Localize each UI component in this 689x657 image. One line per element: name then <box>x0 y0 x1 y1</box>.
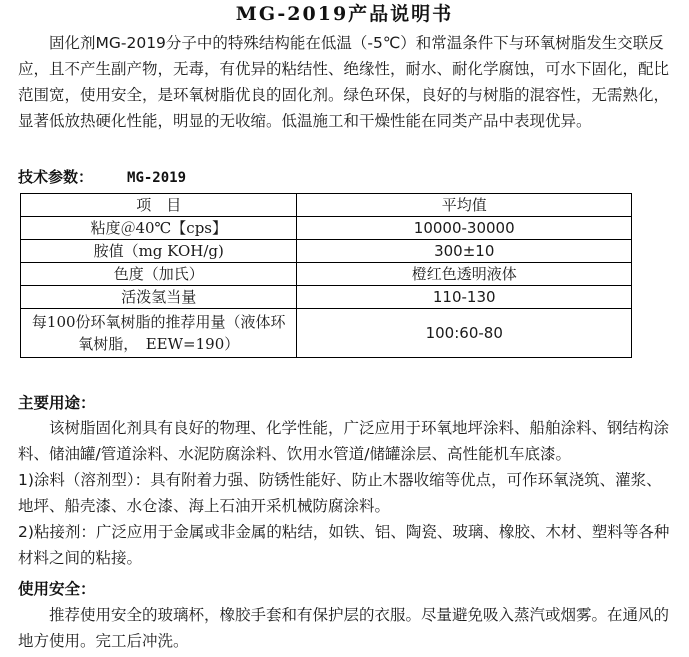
usage-paragraph-1: 该树脂固化剂具有良好的物理、化学性能，广泛应用于环氧地坪涂料、船舶涂料、钢结构涂料、储油罐/管道涂料、水泥防腐涂料、饮用水管道/储罐涂层、高性能机车底漆。 <box>18 419 670 463</box>
table-cell-item: 粘度＠40℃【cps】 <box>21 217 297 240</box>
usage-paragraph-3: 2)粘接剂：广泛应用于金属或非金属的粘结，如铁、铝、陶瓷、玻璃、橡胶、木材、塑料等各种材料之间的粘接。 <box>18 523 670 567</box>
tech-params-label: 技术参数： <box>18 168 94 186</box>
table-header-item: 项 目 <box>21 194 297 217</box>
table-cell-item: 活泼氢当量 <box>21 286 297 309</box>
table-cell-value: 110-130 <box>297 286 632 309</box>
table-row <box>21 309 632 358</box>
table-row <box>21 263 632 286</box>
intro-paragraph: 固化剂MG-2019分子中的特殊结构能在低温（-5℃）和常温条件下与环氧树脂发生交联反应，且不产生副产物，无毒，有优异的粘结性、绝缘性，耐水、耐化学腐蚀，可水下固化，配比范围宽，使用安全，是环氧树脂优良的固化剂。绿色环保，良好的与树脂的混容性，无需熟化，显著低放热硬化性能，明显的无收缩。低温施工和干燥性能在同类产品中表现优异。 <box>18 34 670 130</box>
table-cell-item: 胺值（mg KOH/g) <box>21 240 297 263</box>
table-cell-item: 色度（加氏） <box>21 263 297 286</box>
safety-paragraph: 推荐使用安全的玻璃杯，橡胶手套和有保护层的衣服。尽量避免吸入蒸汽或烟雾。在通风的地方使用。完工后冲洗。 <box>18 606 670 650</box>
tech-params-model: MG-2019 <box>127 170 187 186</box>
table-row <box>21 286 632 309</box>
params-table <box>20 193 632 358</box>
usage-heading: 主要用途： <box>18 394 96 412</box>
table-row <box>21 217 632 240</box>
table-cell-value: 100:60-80 <box>297 309 632 358</box>
document-title: MG-2019产品说明书 <box>235 3 454 25</box>
safety-heading: 使用安全： <box>18 580 96 598</box>
table-cell-value: 橙红色透明液体 <box>297 263 632 286</box>
usage-paragraph-2: 1)涂料（溶剂型）：具有附着力强、防锈性能好、防止木器收缩等优点，可作环氧浇筑、灌浆、地坪、船壳漆、水仓漆、海上石油开采机械防腐涂料。 <box>18 471 662 515</box>
table-header-row <box>21 194 632 217</box>
table-row <box>21 240 632 263</box>
table-cell-item: 每100份环氧树脂的推荐用量（液体环氧树脂， EEW=190） <box>21 309 297 358</box>
tech-params-heading <box>18 166 186 189</box>
table-cell-value: 300±10 <box>297 240 632 263</box>
table-cell-value: 10000-30000 <box>297 217 632 240</box>
table-header-value: 平均值 <box>297 194 632 217</box>
